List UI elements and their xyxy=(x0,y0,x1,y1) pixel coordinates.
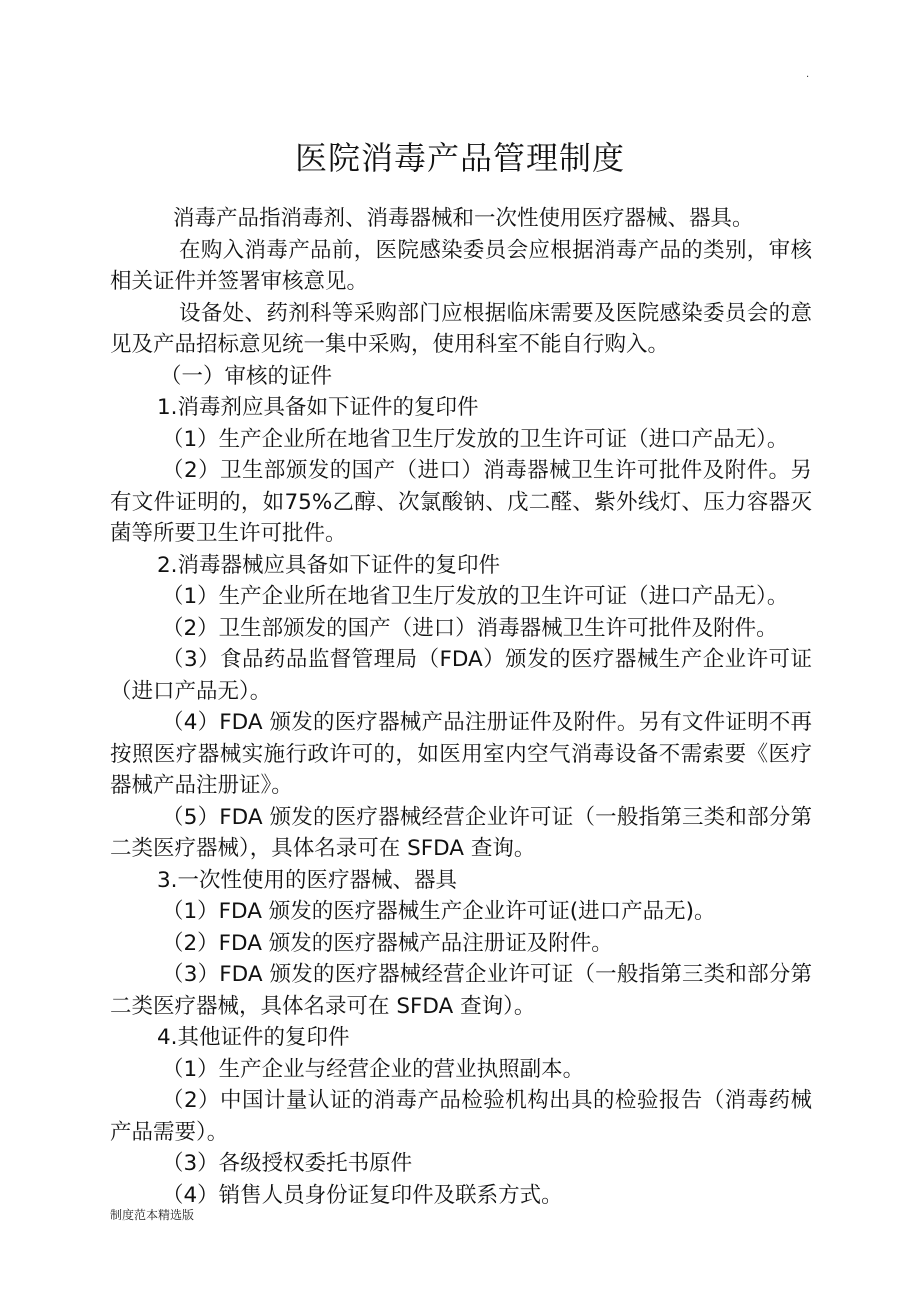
list-item: （1）生产企业所在地省卫生厅发放的卫生许可证（进口产品无）。 xyxy=(162,426,789,452)
subheading-other-certificates: 4.其他证件的复印件 xyxy=(157,1025,350,1050)
list-item: （3）食品药品监督管理局（FDA）颁发的医疗器械生产企业许可证（进口产品无）。 xyxy=(110,647,812,704)
paragraph-centralized-purchase: 设备处、药剂科等采购部门应根据临床需要及医院感染委员会的意见及产品招标意见统一集中采购，使用科室不能自行购入。 xyxy=(110,300,812,357)
list-item: （5）FDA 颁发的医疗器械经营企业许可证（一般指第三类和部分第二类医疗器械），具体名录可在 SFDA 查询。 xyxy=(110,804,812,861)
list-item: （2）FDA 颁发的医疗器械产品注册证及附件。 xyxy=(162,930,613,956)
corner-mark: . xyxy=(806,69,810,80)
subheading-disinfection-equipment: 2.消毒器械应具备如下证件的复印件 xyxy=(157,552,501,578)
page-footer: 制度范本精选版 xyxy=(110,1208,195,1222)
list-item: （1）生产企业所在地省卫生厅发放的卫生许可证（进口产品无）。 xyxy=(162,584,789,609)
list-item: （4）销售人员身份证复印件及联系方式。 xyxy=(162,1182,563,1208)
list-item: （3）各级授权委托书原件 xyxy=(162,1151,413,1176)
list-item: （2）中国计量认证的消毒产品检验机构出具的检验报告（消毒药械产品需要）。 xyxy=(110,1088,812,1145)
list-item: （2）卫生部颁发的国产（进口）消毒器械卫生许可批件及附件。另有文件证明的，如75%乙醇、次氯酸钠、戊二醛、紫外线灯、压力容器灭菌等所要卫生许可批件。 xyxy=(110,458,812,546)
list-item: （1）生产企业与经营企业的营业执照副本。 xyxy=(162,1056,585,1082)
list-item: （3）FDA 颁发的医疗器械经营企业许可证（一般指第三类和部分第二类医疗器械，具体名录可在 SFDA 查询）。 xyxy=(110,962,812,1019)
subheading-disposable-devices: 3.一次性使用的医疗器械、器具 xyxy=(157,867,458,893)
paragraph-review-before-purchase: 在购入消毒产品前，医院感染委员会应根据消毒产品的类别，审核相关证件并签署审核意见。 xyxy=(110,237,812,294)
section-heading-certificates: （一）审核的证件 xyxy=(160,363,333,389)
document-body xyxy=(110,203,812,1211)
list-item: （2）卫生部颁发的国产（进口）消毒器械卫生许可批件及附件。 xyxy=(162,615,778,641)
subheading-disinfectant: 1.消毒剂应具备如下证件的复印件 xyxy=(157,395,479,420)
paragraph-definition: 消毒产品指消毒剂、消毒器械和一次性使用医疗器械、器具。 xyxy=(173,206,754,231)
list-item: （4）FDA 颁发的医疗器械产品注册证件及附件。另有文件证明不再按照医疗器械实施行政许可的，如医用室内空气消毒设备不需索要《医疗器械产品注册证》。 xyxy=(110,710,812,798)
list-item: （1）FDA 颁发的医疗器械生产企业许可证(进口产品无)。 xyxy=(162,899,716,924)
page-title: 医院消毒产品管理制度 xyxy=(294,139,625,177)
